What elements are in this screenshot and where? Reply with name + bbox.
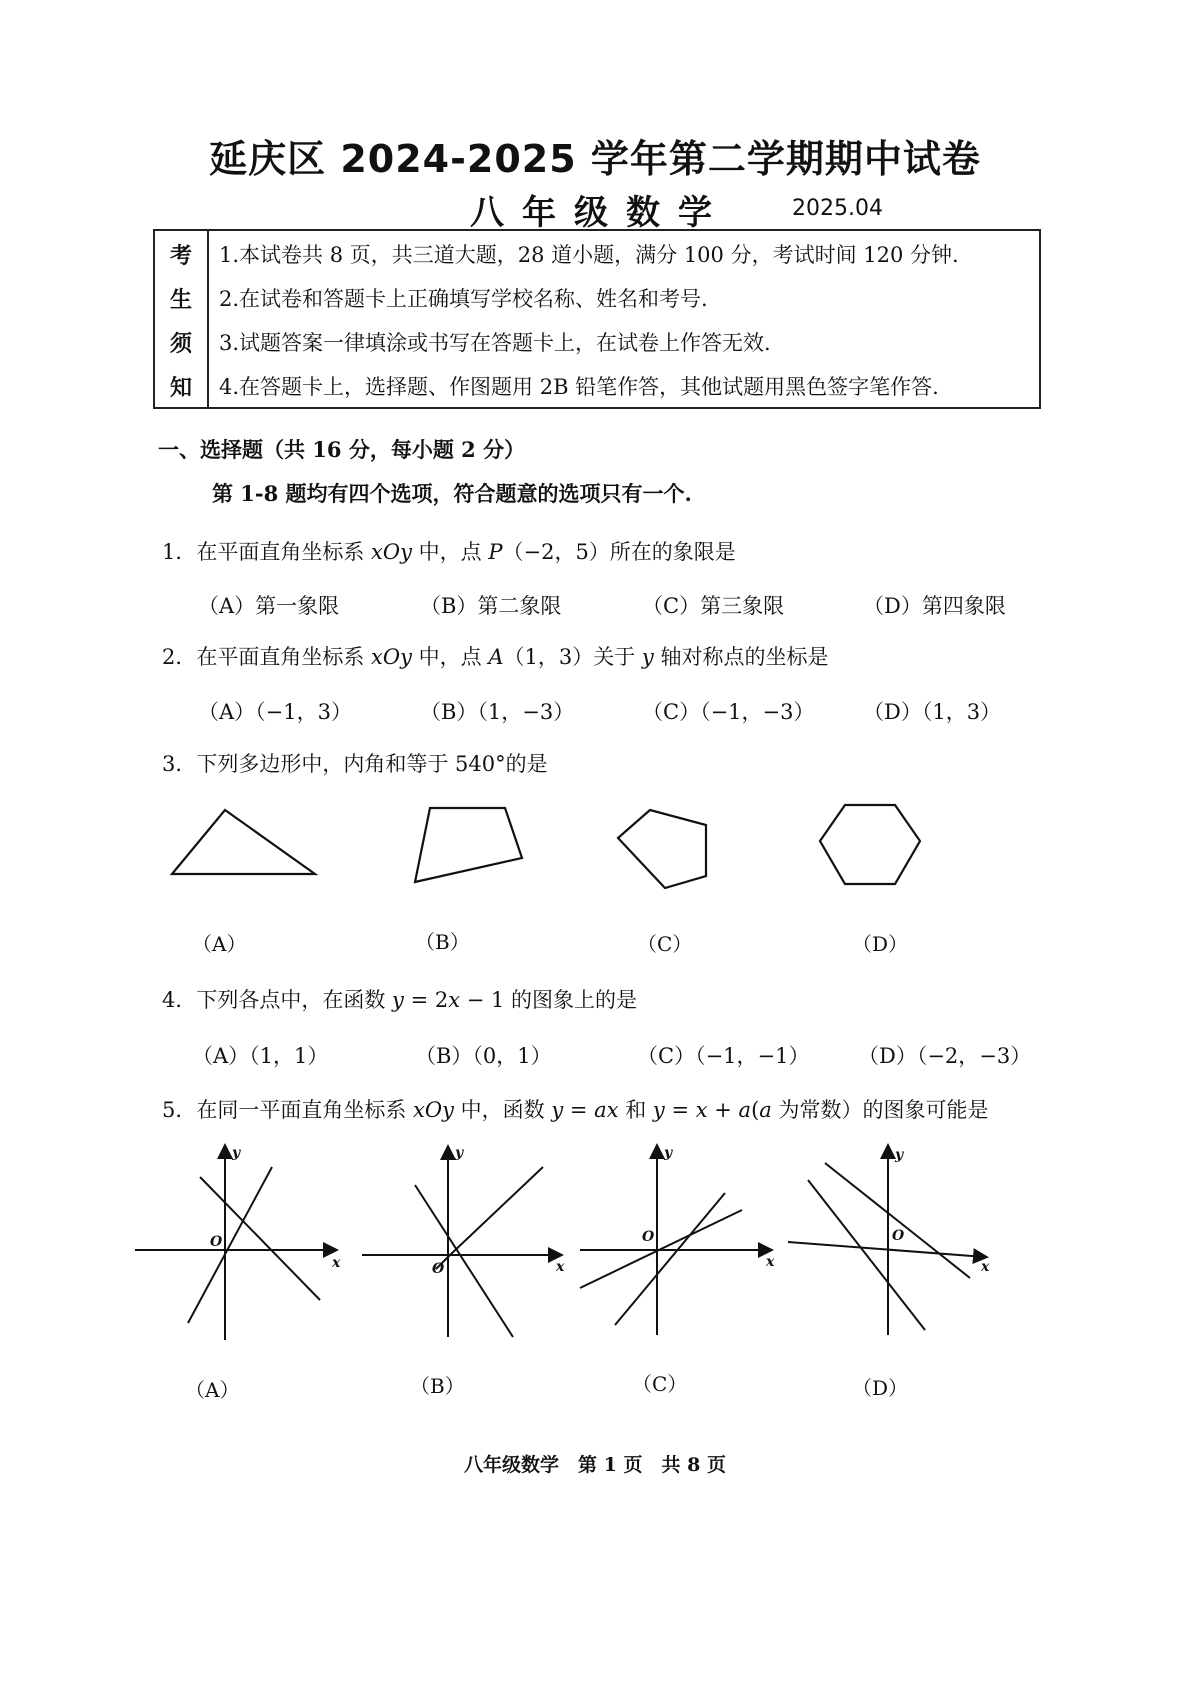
notice-item-2: 2.在试卷和答题卡上正确填写学校名称、姓名和考号. xyxy=(219,287,708,311)
graph-c xyxy=(580,1147,770,1335)
q5-caption-b[interactable]: （B） xyxy=(410,1374,465,1398)
graph-a xyxy=(135,1147,335,1340)
q1-option-a[interactable]: （A）第一象限 xyxy=(198,594,340,618)
q4-option-a[interactable]: （A）（1，1） xyxy=(192,1044,329,1068)
q1-option-b[interactable]: （B）第二象限 xyxy=(420,594,562,618)
question-1-stem: 1．在平面直角坐标系 xOy 中，点 P（−2，5）所在的象限是 xyxy=(162,540,736,564)
q4-option-c[interactable]: （C）（−1，−1） xyxy=(637,1044,810,1068)
question-2-stem: 2．在平面直角坐标系 xOy 中，点 A（1，3）关于 y 轴对称点的坐标是 xyxy=(162,645,829,669)
q5-caption-a[interactable]: （A） xyxy=(185,1378,240,1402)
notice-item-1: 1.本试卷共 8 页，共三道大题，28 道小题，满分 100 分，考试时间 120 分钟. xyxy=(219,243,959,267)
notice-side-label xyxy=(155,231,209,407)
q4-option-d[interactable]: （D）（−2，−3） xyxy=(858,1044,1032,1068)
graph-b-y-label: y xyxy=(455,1145,464,1161)
q3-caption-d[interactable]: （D） xyxy=(852,932,909,956)
q5-caption-c[interactable]: （C） xyxy=(632,1372,688,1396)
q3-caption-a[interactable]: （A） xyxy=(192,932,247,956)
question-5-stem: 5．在同一平面直角坐标系 xOy 中，函数 y = ax 和 y = x + a(a 为常数）的图象可能是 xyxy=(162,1098,989,1122)
graph-b xyxy=(362,1148,560,1337)
exam-title: 延庆区 2024-2025 学年第二学期期中试卷 xyxy=(209,137,981,181)
exam-subject: 八年级数学 xyxy=(470,193,730,233)
quadrilateral-figure xyxy=(415,808,522,882)
q2-option-c[interactable]: （C）（−1，−3） xyxy=(642,700,815,724)
graph-b-x-label: x xyxy=(556,1259,565,1275)
notice-box xyxy=(153,229,1041,409)
q3-caption-c[interactable]: （C） xyxy=(637,932,693,956)
function-graphs xyxy=(130,1145,1000,1345)
q5-caption-d[interactable]: （D） xyxy=(852,1376,909,1400)
triangle-figure xyxy=(172,810,315,874)
graph-a-origin: O xyxy=(210,1234,223,1250)
section-title: 一、选择题（共 16 分，每小题 2 分） xyxy=(158,437,526,462)
graph-c-y-label: y xyxy=(664,1145,673,1161)
polygon-figures xyxy=(160,800,960,910)
q1-option-d[interactable]: （D）第四象限 xyxy=(863,594,1006,618)
q2-option-a[interactable]: （A）（−1，3） xyxy=(198,700,352,724)
pentagon-figure xyxy=(618,810,706,888)
graph-b-origin: O xyxy=(432,1261,445,1277)
q4-option-b[interactable]: （B）（0，1） xyxy=(415,1044,552,1068)
section-instruction: 第 1-8 题均有四个选项，符合题意的选项只有一个. xyxy=(212,481,692,506)
exam-date: 2025.04 xyxy=(792,196,883,221)
notice-side-char: 知 xyxy=(169,376,192,401)
question-3-stem: 3．下列多边形中，内角和等于 540°的是 xyxy=(162,752,548,776)
graph-a-x-label: x xyxy=(332,1255,341,1271)
q3-caption-b[interactable]: （B） xyxy=(415,930,470,954)
q1-option-c[interactable]: （C）第三象限 xyxy=(642,594,785,618)
notice-item-4: 4.在答题卡上，选择题、作图题用 2B 铅笔作答，其他试题用黑色签字笔作答. xyxy=(219,375,939,399)
question-4-stem: 4．下列各点中，在函数 y = 2x − 1 的图象上的是 xyxy=(162,988,638,1012)
graph-d-x-label: x xyxy=(981,1259,990,1275)
graph-c-x-label: x xyxy=(766,1254,775,1270)
graph-d-origin: O xyxy=(892,1228,905,1244)
q2-option-b[interactable]: （B）（1，−3） xyxy=(420,700,575,724)
graph-d xyxy=(788,1147,985,1335)
notice-side-char: 考 xyxy=(169,244,192,269)
notice-side-char: 须 xyxy=(169,332,192,357)
hexagon-figure xyxy=(820,805,920,884)
page-footer: 八年级数学 第 1 页 共 8 页 xyxy=(464,1454,726,1476)
graph-d-y-label: y xyxy=(895,1147,904,1163)
notice-item-3: 3.试题答案一律填涂或书写在答题卡上，在试卷上作答无效. xyxy=(219,331,771,355)
graph-c-origin: O xyxy=(642,1229,655,1245)
notice-side-char: 生 xyxy=(169,288,192,313)
graph-a-y-label: y xyxy=(232,1145,241,1161)
q2-option-d[interactable]: （D）（1，3） xyxy=(863,700,1002,724)
